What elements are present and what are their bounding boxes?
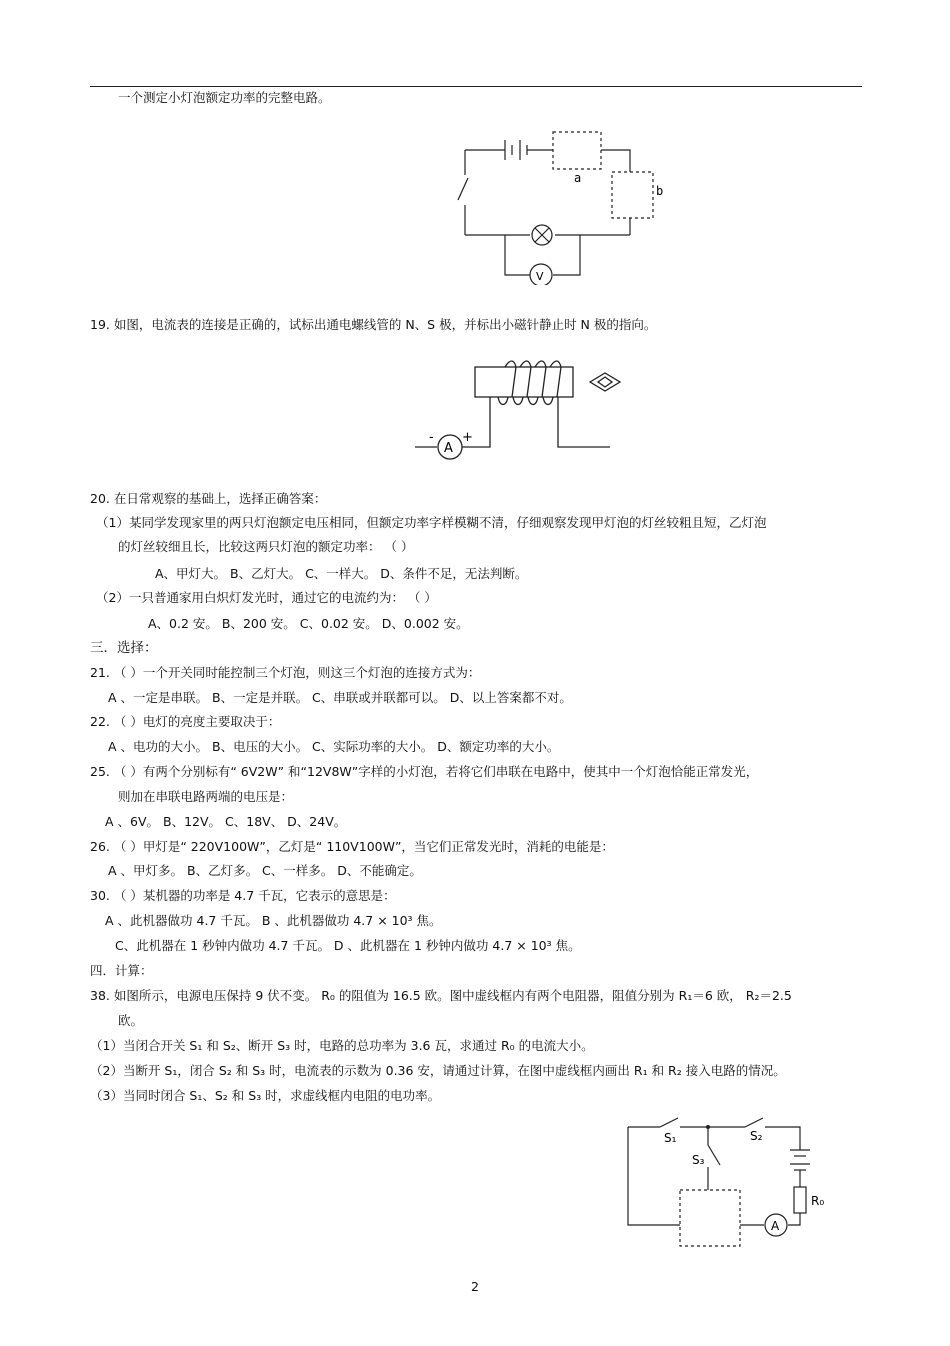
text-line: 的灯丝较细且长，比较这两只灯泡的额定功率： （ ） [118, 539, 414, 554]
text-line: 19. 如图，电流表的连接是正确的，试标出通电螺线管的 N、S 极，并标出小磁针静止时 N 极的指向。 [90, 317, 657, 332]
text-line: 则加在串联电路两端的电压是： [118, 789, 294, 804]
junction-dot [706, 1125, 710, 1129]
question-line: 25. （ ）有两个分别标有“ 6V2W” 和“12V8W”字样的小灯泡，若将它们串联在电路中，使其中一个灯泡恰能正常发光， [90, 764, 759, 779]
section-heading: 四．计算： [90, 963, 153, 978]
solenoid-core [475, 367, 573, 397]
label-a: a [574, 171, 582, 185]
text-line: （1）当闭合开关 S₁ 和 S₂、断开 S₃ 时，电路的总功率为 3.6 瓦，求通过 R₀ 的电流大小。 [90, 1038, 594, 1053]
dashed-box-a [553, 132, 601, 169]
question-line: 38. 如图所示，电源电压保持 9 伏不变。 R₀ 的阻值为 16.5 欧。图中虚线框内有两个电阻器，阻值分别为 R₁＝6 欧， R₂＝2.5 [90, 988, 792, 1003]
header-rule [90, 86, 862, 87]
resistor-r0 [794, 1187, 806, 1213]
label-s2: S₂ [750, 1129, 763, 1143]
compass-needle [590, 373, 620, 391]
figure-bulb-power-circuit [450, 125, 670, 285]
question-line: 26. （ ）甲灯是“ 220V100W”，乙灯是“ 110V100W”，当它们正常发光时，消耗的电能是： [90, 839, 614, 854]
option-line: A 、电功的大小。 B、电压的大小。 C、实际功率的大小。 D、额定功率的大小。 [108, 739, 560, 754]
text-line: 欧。 [118, 1013, 144, 1028]
switch-s2 [745, 1118, 763, 1127]
figure-calc-circuit [620, 1110, 840, 1255]
dashed-box [680, 1190, 740, 1246]
switch-s3 [708, 1145, 720, 1165]
dashed-box-b [612, 172, 653, 218]
option-line: A 、此机器做功 4.7 千瓦。 B 、此机器做功 4.7 × 10³ 焦。 [105, 913, 442, 928]
text-line: （2）一只普通家用白炽灯发光时，通过它的电流约为： （ ） [96, 590, 437, 605]
switch-lever [458, 178, 468, 200]
minus-sign: - [429, 430, 434, 445]
label-s1: S₁ [664, 1131, 677, 1145]
question-line: 30. （ ）某机器的功率是 4.7 千瓦，它表示的意思是： [90, 888, 396, 903]
option-line: A 、一定是串联。 B、一定是并联。 C、串联或并联都可以。 D、以上答案都不对。 [108, 690, 572, 705]
option-line: A、0.2 安。 B、200 安。 C、0.02 安。 D、0.002 安。 [148, 616, 469, 631]
question-line: 21. （ ）一个开关同时能控制三个灯泡，则这三个灯泡的连接方式为： [90, 665, 481, 680]
plus-sign: + [462, 430, 473, 445]
text-line: 20. 在日常观察的基础上，选择正确答案： [90, 491, 327, 506]
ammeter-label: A [444, 441, 453, 456]
text-line: （1）某同学发现家里的两只灯泡额定电压相同，但额定功率字样模糊不清，仔细观察发现甲灯泡的灯丝较粗且短，乙灯泡 [96, 515, 767, 530]
option-line: A、甲灯大。 B、乙灯大。 C、一样大。 D、条件不足，无法判断。 [155, 566, 528, 581]
label-s3: S₃ [692, 1153, 705, 1167]
page-number: 2 [471, 1279, 479, 1294]
text-line: 一个测定小灯泡额定功率的完整电路。 [118, 90, 331, 105]
ammeter-label: A [771, 1219, 780, 1233]
option-line: A 、6V。 B、12V。 C、18V、 D、24V。 [105, 814, 347, 829]
section-heading: 三．选择： [90, 640, 158, 656]
option-line: C、此机器在 1 秒钟内做功 4.7 千瓦。 D 、此机器在 1 秒钟内做功 4.7 × 10³ 焦。 [115, 938, 581, 953]
label-b: b [656, 184, 664, 198]
label-r0: R₀ [811, 1194, 825, 1208]
text-line: （2）当断开 S₁，闭合 S₂ 和 S₃ 时，电流表的示数为 0.36 安，请通过计算，在图中虚线框内画出 R₁ 和 R₂ 接入电路的情况。 [90, 1063, 786, 1078]
option-line: A 、甲灯多。 B、乙灯多。 C、一样多。 D、不能确定。 [108, 863, 422, 878]
figure-solenoid [410, 355, 630, 465]
question-line: 22. （ ）电灯的亮度主要取决于： [90, 714, 281, 729]
voltmeter-label: V [536, 270, 544, 283]
text-line: （3）当同时闭合 S₁、S₂ 和 S₃ 时，求虚线框内电阻的电功率。 [90, 1088, 441, 1103]
switch-s1 [660, 1118, 678, 1127]
